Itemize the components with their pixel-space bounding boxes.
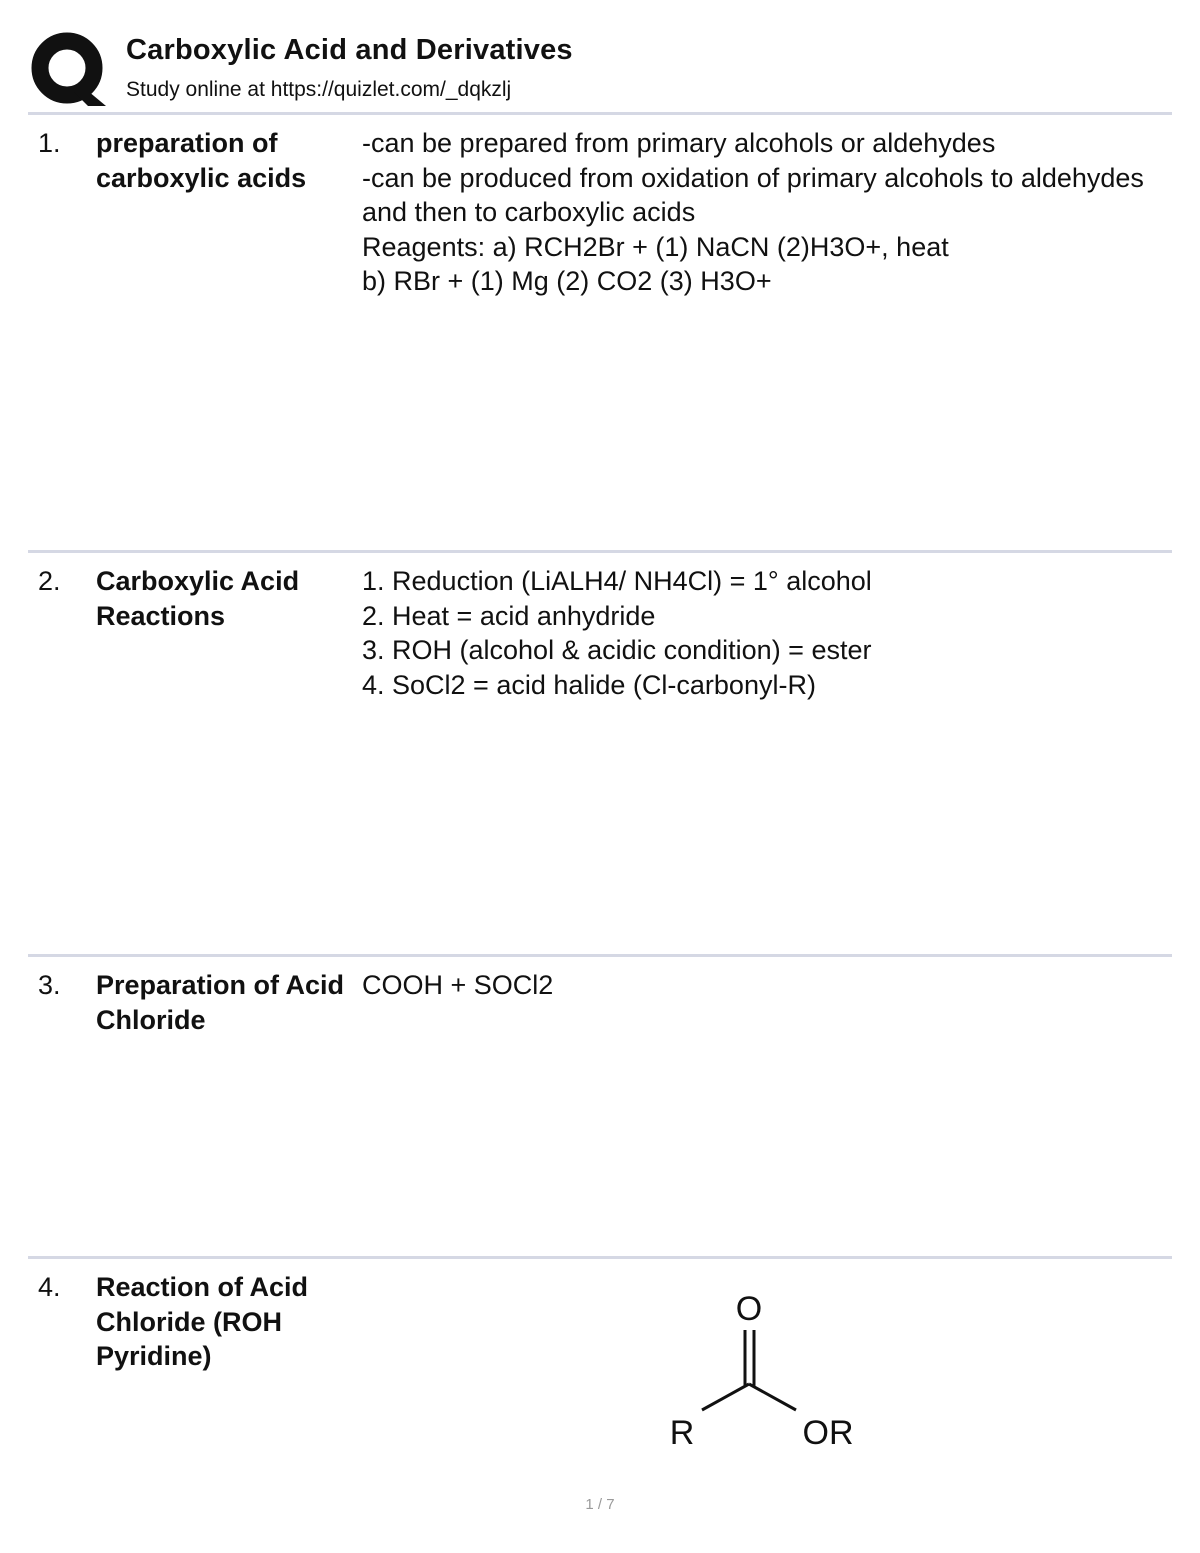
- divider: [28, 550, 1172, 553]
- definition-line: 2. Heat = acid anhydride: [362, 600, 656, 631]
- definition-line: 1. Reduction (LiALH4/ NH4Cl) = 1° alcohol: [362, 566, 872, 596]
- card-definition: [362, 564, 1162, 702]
- page-header: [28, 26, 1172, 112]
- card-number: 3.: [38, 970, 61, 1000]
- r-group-label: R: [669, 1414, 695, 1450]
- or-group-label: OR: [802, 1414, 854, 1450]
- study-online-link-text: Study online at https://quizlet.com/_dqkzlj: [126, 78, 512, 101]
- oxygen-atom-label: O: [735, 1290, 763, 1328]
- r-bond: [702, 1384, 749, 1410]
- definition-line: 4. SoCl2 = acid halide (Cl-carbonyl-R): [362, 669, 816, 700]
- definition-line: 3. ROH (alcohol & acidic condition) = ester: [362, 635, 872, 665]
- card-definition: [362, 968, 1162, 1003]
- definition-line: Reagents: a) RCH2Br + (1) NaCN (2)H3O+, heat: [362, 231, 949, 262]
- divider: [28, 1256, 1172, 1259]
- card-term: Carboxylic Acid Reactions: [96, 566, 300, 631]
- card-definition: [362, 126, 1162, 299]
- flashcard-4: [28, 1270, 1172, 1480]
- ester-structure-diagram: [636, 1280, 876, 1450]
- divider: [28, 954, 1172, 957]
- flashcard-1: [28, 126, 1172, 546]
- definition-line: b) RBr + (1) Mg (2) CO2 (3) H3O+: [362, 266, 772, 296]
- card-number: 4.: [38, 1272, 61, 1302]
- card-term: preparation of carboxylic acids: [96, 128, 307, 193]
- definition-line: -can be produced from oxidation of primary alcohols to aldehydes and then to carboxylic acids: [362, 162, 1144, 227]
- card-term: Reaction of Acid Chloride (ROH Pyridine): [96, 1272, 309, 1371]
- or-bond: [749, 1384, 796, 1410]
- card-number: 1.: [38, 128, 61, 158]
- flashcard-2: [28, 564, 1172, 944]
- page-indicator: 1 / 7: [585, 1496, 615, 1513]
- definition-line: -can be prepared from primary alcohols or aldehydes: [362, 128, 996, 158]
- quizlet-logo-icon: [30, 30, 108, 108]
- flashcard-3: [28, 968, 1172, 1248]
- card-number: 2.: [38, 566, 61, 596]
- page-title: Carboxylic Acid and Derivatives: [126, 34, 573, 66]
- definition-line: COOH + SOCl2: [362, 970, 554, 1000]
- divider: [28, 112, 1172, 115]
- card-term: Preparation of Acid Chloride: [96, 970, 345, 1035]
